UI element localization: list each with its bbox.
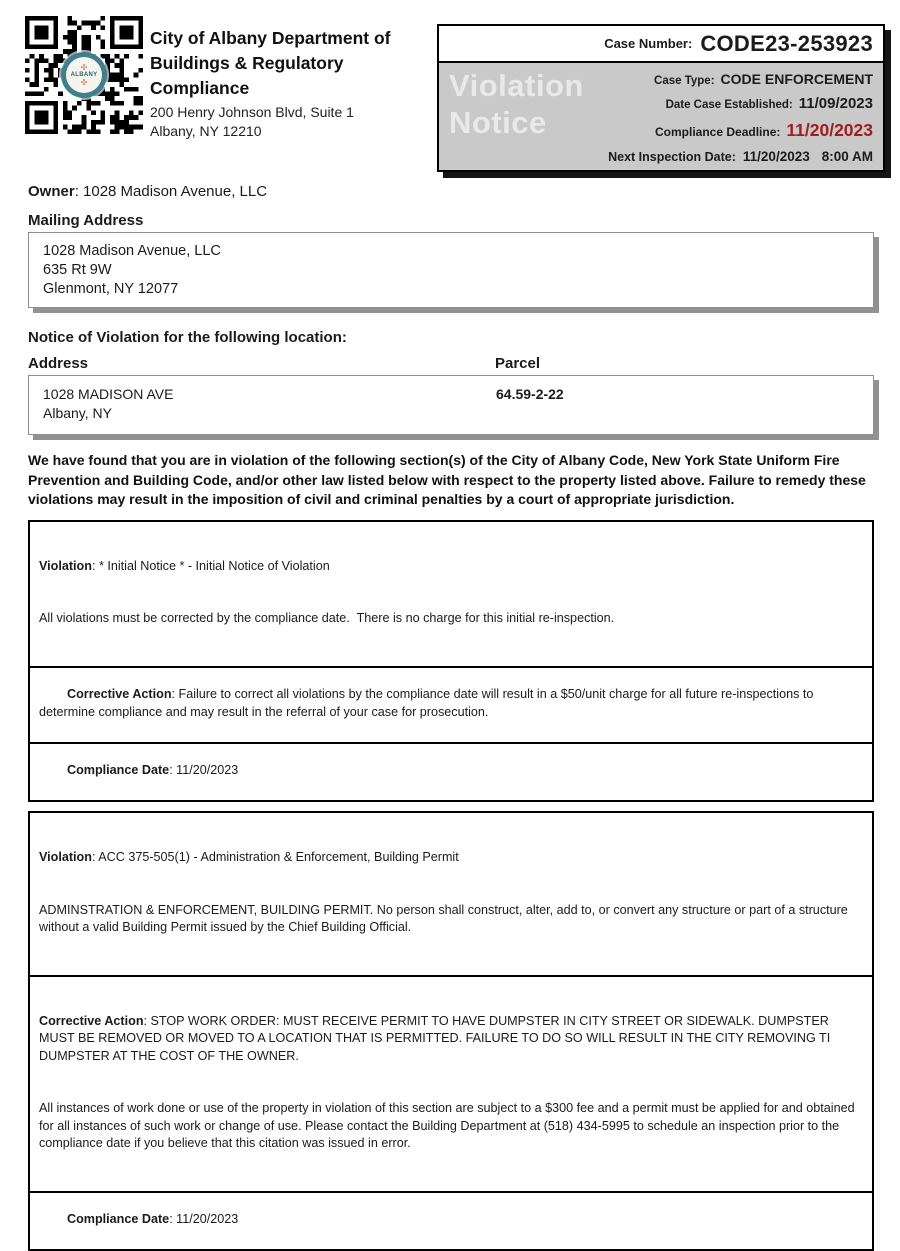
location-box — [28, 375, 874, 435]
violation-label: Violation — [39, 558, 92, 573]
owner-value: : 1028 Madison Avenue, LLC — [74, 183, 268, 200]
violation-1-corrective-section — [30, 666, 872, 742]
violation-1-compliance-section — [30, 742, 872, 801]
next-inspection-time: 8:00 AM — [821, 149, 873, 164]
case-details-panel — [439, 63, 883, 170]
location-address-line: 1028 MADISON AVE — [43, 386, 174, 402]
violation-label: Violation — [39, 850, 92, 864]
albany-seal-logo — [61, 52, 107, 98]
case-number-label: Case Number: — [604, 36, 693, 51]
case-number-row — [439, 26, 883, 63]
date-established-label: Date Case Established: — [665, 99, 793, 111]
violation-detail: ADMINSTRATION & ENFORCEMENT, BUILDING PERMIT. No person shall construct, alter, add to, or convert any structure or part of a structure without a valid Building Permit issued by the Chief Building Official. — [39, 902, 852, 934]
department-address: 200 Henry Johnson Blvd, Suite 1 Albany, NY 12210 — [150, 104, 354, 139]
mailing-line: 635 Rt 9W — [43, 262, 112, 278]
violation-title: : * Initial Notice * - Initial Notice of Violation — [91, 558, 330, 573]
mailing-address-box — [28, 232, 874, 308]
date-established-row — [666, 95, 873, 112]
mailing-line: 1028 Madison Avenue, LLC — [43, 243, 221, 259]
case-type-label: Case Type: — [654, 75, 715, 87]
corrective-action-label: Corrective Action — [39, 1013, 144, 1028]
violation-title: : ACC 375-505(1) - Administration & Enforcement, Building Permit — [91, 850, 459, 864]
intro-paragraph: We have found that you are in violation of the following section(s) of the City of Albany Code, New York State Uniform Fire Prevention and Building Code, and/or other law listed below with respect to the property listed above. Failure to remedy these violations may result in the imposition of civil and criminal penalties by a court of appropriate jurisdiction. — [28, 452, 866, 507]
compliance-deadline-label: Compliance Deadline: — [655, 125, 781, 139]
compliance-date-value: : 11/20/2023 — [169, 1212, 239, 1226]
parcel-column-header: Parcel — [495, 355, 541, 372]
compliance-deadline-row — [655, 120, 873, 141]
corrective-action-label: Corrective Action — [67, 687, 172, 701]
compliance-deadline-value: 11/20/2023 — [786, 120, 873, 140]
department-name: City of Albany Department of Buildings & Regulatory Compliance — [150, 28, 391, 98]
location-section-heading: Notice of Violation for the following location: — [28, 329, 347, 346]
violation-2-corrective-section — [30, 975, 872, 1191]
address-column-header: Address — [28, 355, 89, 372]
violation-box-1 — [28, 520, 874, 803]
date-established-value: 11/09/2023 — [798, 95, 873, 112]
violation-2-description-section — [30, 813, 872, 975]
mailing-line: Glenmont, NY 12077 — [43, 281, 179, 297]
compliance-date-label: Compliance Date — [67, 1212, 170, 1226]
corrective-action-text: : Failure to correct all violations by the compliance date will result in a $50/unit charge for all future re-inspections to determine compliance and may result in the referral of your case for prosecution. — [39, 687, 817, 719]
mailing-address-heading: Mailing Address — [28, 212, 144, 229]
location-address-line: Albany, NY — [43, 405, 112, 421]
next-inspection-row — [608, 149, 873, 164]
compliance-date-label: Compliance Date — [67, 763, 170, 777]
seal-text: ALBANY — [70, 72, 98, 78]
owner-line — [28, 183, 874, 200]
case-info-box — [437, 24, 885, 172]
corrective-action-text: : STOP WORK ORDER: MUST RECEIVE PERMIT TO HAVE DUMPSTER IN CITY STREET OR SIDEWALK. DUMPSTER MUST BE REMOVED OR MOVED TO A LOCATION THAT IS PERMITTED. FAILURE TO DO SO WILL RESULT IN THE CITY REMOVING TI DUMPSTER AT THE COST OF THE OWNER. — [39, 1013, 834, 1063]
violation-1-description-section — [30, 522, 872, 666]
case-type-value: CODE ENFORCEMENT — [720, 71, 873, 87]
parcel-value: 64.59-2-22 — [496, 386, 564, 402]
case-number-value: CODE23-253923 — [700, 30, 873, 56]
next-inspection-date: 11/20/2023 — [742, 149, 810, 164]
qr-code — [25, 16, 143, 134]
department-header — [150, 26, 440, 141]
case-type-row — [654, 71, 873, 87]
compliance-date-value: : 11/20/2023 — [169, 763, 239, 777]
next-inspection-label: Next Inspection Date: — [608, 150, 736, 164]
seal-ornament-top: ✣ — [80, 63, 88, 72]
violation-box-2 — [28, 811, 874, 1251]
violation-notice-watermark: Violation Notice — [449, 68, 584, 140]
seal-ornament-bottom: ✣ — [80, 78, 88, 87]
violation-2-compliance-section — [30, 1191, 872, 1250]
violation-detail: All violations must be corrected by the compliance date. There is no charge for this initial re-inspection. — [39, 611, 615, 625]
location-column-headers — [28, 355, 874, 372]
owner-label: Owner — [28, 183, 75, 200]
document-body — [28, 183, 874, 1251]
corrective-action-text-2: All instances of work done or use of the property in violation of this section are subject to a $300 fee and a permit must be applied for and obtained for all instances of such work or change of use. Please contact the Building Department at (518) 434-5995 to schedule an inspection prior to the compliance date if you believe that this citation was issued in error. — [39, 1101, 859, 1150]
